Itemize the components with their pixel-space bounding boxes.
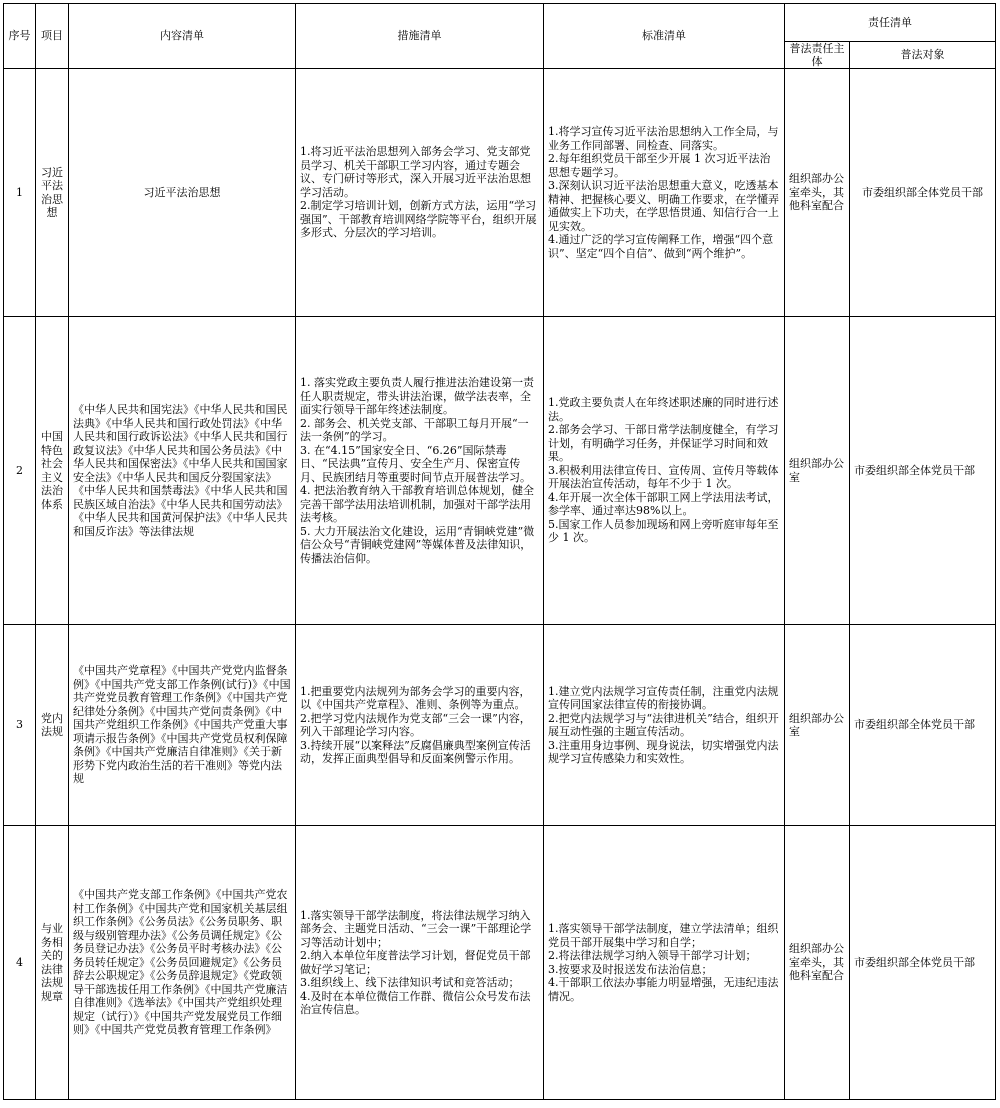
measure-item: 4.及时在本单位微信工作群、微信公众号发布法治宣传信息。 <box>300 989 531 1016</box>
row-content: 习近平法治思想 <box>69 69 296 317</box>
table-row <box>4 826 996 1100</box>
row-target: 市委组织部全体党员干部 <box>850 826 996 1100</box>
standard-item: 2.部务会学习、干部日常学法制度健全，有学习计划，有明确学习任务，并保证学习时间和效果。 <box>548 423 779 464</box>
header-seq: 序号 <box>4 4 36 69</box>
measure-item: 4. 把法治教育纳入干部教育培训总体规划，健全完善干部学法用法培训机制，加强对干部学法用法考核。 <box>300 484 534 524</box>
row-standards <box>544 69 785 317</box>
row-measures <box>296 69 544 317</box>
row-subject: 组织部办公室牵头，其他科室配合 <box>785 826 850 1100</box>
table-row <box>4 625 996 826</box>
row-measures <box>296 625 544 826</box>
standard-item: 1.建立党内法规学习宣传责任制，注重党内法规宣传同国家法律宣传的衔接协调。 <box>548 684 779 711</box>
row-project: 党内法规 <box>36 625 69 826</box>
row-standards <box>544 826 785 1100</box>
measure-item: 2.制定学习培训计划，创新方式方法，运用“学习强国”、干部教育培训网络学院等平台，组织开展多形式、分层次的学习培训。 <box>300 199 537 240</box>
measure-item: 3.组织线上、线下法律知识考试和竞答活动； <box>300 976 520 989</box>
row-standards <box>544 625 785 826</box>
measure-item: 3. 在“4.15”国家安全日、“6.26”国际禁毒日、“民法典”宣传月、安全生产月、保密宣传月、民族团结月等重要时间节点开展普法学习。 <box>300 443 531 484</box>
measure-item: 1.把重要党内法规列为部务会学习的重要内容，以《中国共产党章程》、准则、条例等为重点。 <box>300 684 531 711</box>
header-responsibility: 责任清单 <box>785 4 996 42</box>
standard-item: 4.干部职工依法办事能力明显增强，无违纪违法情况。 <box>548 976 779 1003</box>
row-seq: 1 <box>4 69 36 317</box>
header-project: 项目 <box>36 4 69 69</box>
table-row <box>4 317 996 625</box>
standard-item: 2.将法律法规学习纳入领导干部学习计划； <box>548 949 757 962</box>
row-seq: 4 <box>4 826 36 1100</box>
standard-item: 4.通过广泛的学习宣传阐释工作，增强“四个意识”、坚定“四个自信”、做到“两个维护”。 <box>548 233 774 260</box>
header-standards: 标准清单 <box>544 4 785 69</box>
measure-item: 1. 落实党政主要负责人履行推进法治建设第一责任人职责规定，带头讲法治课，做学法表率，全面实行领导干部年终述法制度。 <box>300 376 534 416</box>
standard-item: 5.国家工作人员参加现场和网上旁听庭审每年至少 1 次。 <box>548 517 779 545</box>
table-row <box>4 69 996 317</box>
measure-item: 1.将习近平法治思想列入部务会学习、党支部党员学习、机关干部职工学习内容，通过专题会议、专门研讨等形式，深入开展习近平法治思想学习活动。 <box>300 145 531 199</box>
measure-item: 2.把学习党内法规作为党支部“三会一课”内容，列入干部理论学习内容。 <box>300 711 531 738</box>
row-target: 市委组织部全体党员干部 <box>850 317 996 625</box>
standard-item: 1.党政主要负责人在年终述职述廉的同时进行述法。 <box>548 396 779 423</box>
header-content: 内容清单 <box>69 4 296 69</box>
standard-item: 2.把党内法规学习与“法律进机关”结合，组织开展互动性强的主题宣传活动。 <box>548 711 779 738</box>
row-project: 与业务相关的法律法规规章 <box>36 826 69 1100</box>
header-subject: 普法责任主体 <box>785 42 850 69</box>
row-content: 《中华人民共和国宪法》《中华人民共和国民法典》《中华人民共和国行政处罚法》《中华人民共和国行政诉讼法》《中华人民共和国行政复议法》《中华人民共和国公务员法》《中华人民共和国保密法》《中华人民共和国国家安全法》《中华人民共和国反分裂国家法》《中华人民共和国禁毒法》《中华人民共和国民族区域自治法》《中华人民共和国劳动法》《中华人民共和国黄河保护法》《中华人民共和国反诈法》等法律法规 <box>69 317 296 625</box>
measure-item: 3.持续开展“以案释法”反腐倡廉典型案例宣传活动，发挥正面典型倡导和反面案例警示作用。 <box>300 738 531 765</box>
standard-item: 2.每年组织党员干部至少开展 1 次习近平法治思想专题学习。 <box>548 152 771 179</box>
row-target: 市委组织部全体党员干部 <box>850 625 996 826</box>
standard-item: 1.落实领导干部学法制度，建立学法清单；组织党员干部开展集中学习和自学； <box>548 922 779 949</box>
standard-item: 1.将学习宣传习近平法治思想纳入工作全局，与业务工作同部署、同检查、同落实。 <box>548 125 779 152</box>
row-content: 《中国共产党章程》《中国共产党党内监督条例》《中国共产党支部工作条例(试行)》《中国共产党党员教育管理工作条例》《中国共产党纪律处分条例》《中国共产党问责条例》《中国共产党组织工作条例》《中国共产党重大事项请示报告条例》《中国共产党党员权利保障条例》《中国共产党廉洁自律准则》《关于新形势下党内政治生活的若干准则》等党内法规 <box>69 625 296 826</box>
row-measures <box>296 317 544 625</box>
row-subject: 组织部办公室 <box>785 317 850 625</box>
measure-item: 1.落实领导干部学法制度，将法律法规学习纳入部务会、主题党日活动、“三会一课”干部理论学习等活动计划中； <box>300 908 532 949</box>
header-row-1 <box>4 4 996 42</box>
row-standards <box>544 317 785 625</box>
header-measures: 措施清单 <box>296 4 544 69</box>
standard-item: 4.年开展一次全体干部职工网上学法用法考试，参学率、通过率达98%以上。 <box>548 490 779 518</box>
standard-item: 3.注重用身边事例、现身说法，切实增强党内法规学习宣传感染力和实效性。 <box>548 738 779 765</box>
row-seq: 2 <box>4 317 36 625</box>
measure-item: 5. 大力开展法治文化建设，运用“青铜峡党建”微信公众号“青铜峡党建网”等媒体普及法律知识，传播法治信仰。 <box>300 524 535 565</box>
row-project: 习近平法治思想 <box>36 69 69 317</box>
row-project: 中国特色社会主义法治体系 <box>36 317 69 625</box>
row-target: 市委组织部全体党员干部 <box>850 69 996 317</box>
row-content: 《中国共产党支部工作条例》《中国共产党农村工作条例》《中国共产党和国家机关基层组织工作条例》《公务员法》《公务员职务、职级与级别管理办法》《公务员调任规定》《公务员登记办法》《公务员平时考核办法》《公务员转任规定》《公务员回避规定》《公务员辞去公职规定》《公务员辞退规定》《党政领导干部选拔任用工作条例》《中国共产党廉洁自律准则》《选举法》《中国共产党组织处理规定（试行）》《中国共产党发展党员工作细则》《中国共产党党员教育管理工作条例》 <box>69 826 296 1100</box>
standard-item: 3.按要求及时报送发布法治信息； <box>548 962 713 976</box>
row-subject: 组织部办公室牵头，其他科室配合 <box>785 69 850 317</box>
row-seq: 3 <box>4 625 36 826</box>
row-measures <box>296 826 544 1100</box>
inventory-table <box>3 3 996 1100</box>
measure-item: 2. 部务会、机关党支部、干部职工每月开展“一法一条例”的学习。 <box>300 416 529 443</box>
standard-item: 3.积极利用法律宣传日、宣传周、宣传月等载体开展法治宣传活动，每年不少于 1 次。 <box>548 463 779 491</box>
header-target: 普法对象 <box>850 42 996 69</box>
standard-item: 3.深刻认识习近平法治思想重大意义，吃透基本精神、把握核心要义、明确工作要求，在学懂弄通做实上下功夫，在学思悟贯通、知信行合一上见实效。 <box>548 179 779 233</box>
measure-item: 2.纳入本单位年度普法学习计划，督促党员干部做好学习笔记； <box>300 949 531 976</box>
row-subject: 组织部办公室 <box>785 625 850 826</box>
